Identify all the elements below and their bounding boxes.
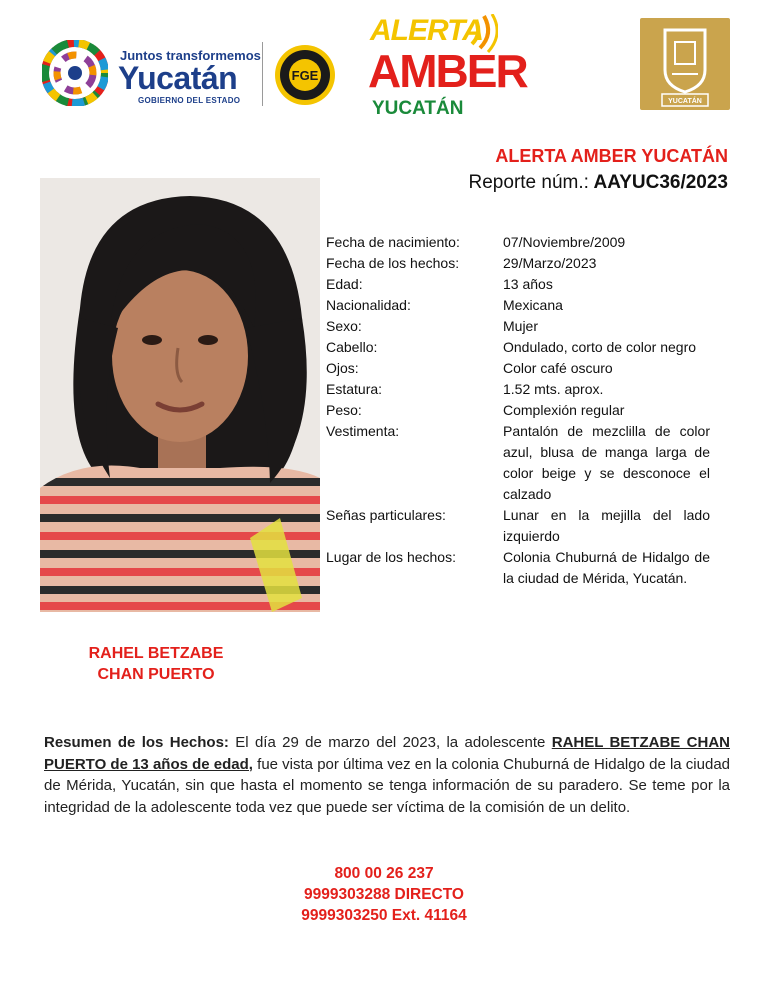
detail-label: Vestimenta: xyxy=(326,423,400,439)
detail-label: Señas particulares: xyxy=(326,507,446,523)
contact-line-2: 9999303288 DIRECTO xyxy=(304,886,464,903)
amber-logo-line1: ALERTA xyxy=(370,14,483,47)
detail-row xyxy=(326,379,710,400)
detail-value: Mexicana xyxy=(503,297,563,313)
summary-label: Resumen de los Hechos: xyxy=(44,734,229,751)
detail-value: 07/Noviembre/2009 xyxy=(503,234,626,250)
case-summary xyxy=(44,732,730,818)
portrait-illustration xyxy=(40,178,320,612)
contact-line-1: 800 00 26 237 xyxy=(334,865,434,882)
yucatan-name: Yucatán xyxy=(118,60,238,96)
detail-label: Nacionalidad: xyxy=(326,297,411,313)
detail-label: Sexo: xyxy=(326,318,362,334)
alert-title: ALERTA AMBER YUCATÁN xyxy=(495,146,728,166)
yucatan-subtitle: GOBIERNO DEL ESTADO xyxy=(138,96,241,105)
detail-row xyxy=(326,253,710,274)
detail-label: Estatura: xyxy=(326,381,383,397)
detail-row xyxy=(326,274,710,295)
detail-label: Cabello: xyxy=(326,339,378,355)
detail-value: Mujer xyxy=(503,318,539,334)
detail-row xyxy=(326,358,710,379)
fge-seal-icon xyxy=(274,44,336,106)
municipal-logo-text: YUCATÁN xyxy=(668,98,702,105)
report-number-label: Reporte núm.: xyxy=(468,172,589,193)
contact-numbers xyxy=(0,863,768,926)
municipal-shield-logo xyxy=(640,18,730,110)
shield-icon xyxy=(640,18,730,110)
detail-label: Peso: xyxy=(326,402,362,418)
missing-person-name xyxy=(40,643,272,685)
detail-value: 29/Marzo/2023 xyxy=(503,255,597,271)
detail-value: Lunar en la mejilla del lado izquierdo xyxy=(503,507,710,544)
detail-row xyxy=(326,232,710,253)
detail-value: Colonia Chuburná de Hidalgo de la ciudad de Mérida, Yucatán. xyxy=(503,549,710,586)
contact-line-3: 9999303250 Ext. 41164 xyxy=(301,907,467,924)
detail-label: Edad: xyxy=(326,276,363,292)
detail-value: Ondulado, corto de color negro xyxy=(503,339,697,355)
detail-label: Ojos: xyxy=(326,360,359,376)
summary-highlight: RAHEL BETZABE CHAN PUERTO de 13 años de edad, xyxy=(44,734,730,773)
detail-label: Fecha de nacimiento: xyxy=(326,234,460,250)
detail-row xyxy=(326,400,710,421)
detail-row xyxy=(326,547,710,589)
detail-value: 1.52 mts. aprox. xyxy=(503,381,604,397)
detail-row xyxy=(326,295,710,316)
detail-row xyxy=(326,421,710,505)
detail-value: Complexión regular xyxy=(503,402,625,418)
person-details xyxy=(326,232,710,589)
report-number xyxy=(469,172,728,194)
detail-row xyxy=(326,505,710,547)
yucatan-emblem-icon xyxy=(42,40,108,106)
detail-value: 13 años xyxy=(503,276,553,292)
fge-seal-text: FGE xyxy=(291,68,319,83)
person-name-line1: RAHEL BETZABE xyxy=(88,645,224,662)
detail-row xyxy=(326,316,710,337)
missing-person-photo xyxy=(40,178,320,612)
detail-value: Color café oscuro xyxy=(503,360,613,376)
yucatan-tagline: Juntos transformemos xyxy=(120,48,261,63)
summary-text-body: fue vista por última vez en la colonia Chuburná de Hidalgo de la ciudad de Mérida, Yucatán, sin que hasta el momento se tenga información de su paradero. Se teme por la integridad de la adolescente toda vez que puede ser víctima de la comisión de un delito. xyxy=(44,755,731,816)
detail-label: Lugar de los hechos: xyxy=(326,549,456,565)
detail-row xyxy=(326,337,710,358)
yucatan-government-logo xyxy=(42,38,342,110)
logo-divider xyxy=(262,42,263,106)
summary-text-intro: El día 29 de marzo del 2023, la adolescente xyxy=(228,734,552,751)
alerta-amber-logo xyxy=(368,14,527,120)
report-number-value: AAYUC36/2023 xyxy=(593,172,728,193)
person-name-line2: CHAN PUERTO xyxy=(97,666,215,683)
detail-label: Fecha de los hechos: xyxy=(326,255,460,271)
amber-logo-line3: YUCATÁN xyxy=(372,98,464,119)
detail-value: Pantalón de mezclilla de color azul, blusa de manga larga de color beige y se desconoce el calzado xyxy=(503,423,710,502)
amber-logo-line2: AMBER xyxy=(368,45,527,97)
